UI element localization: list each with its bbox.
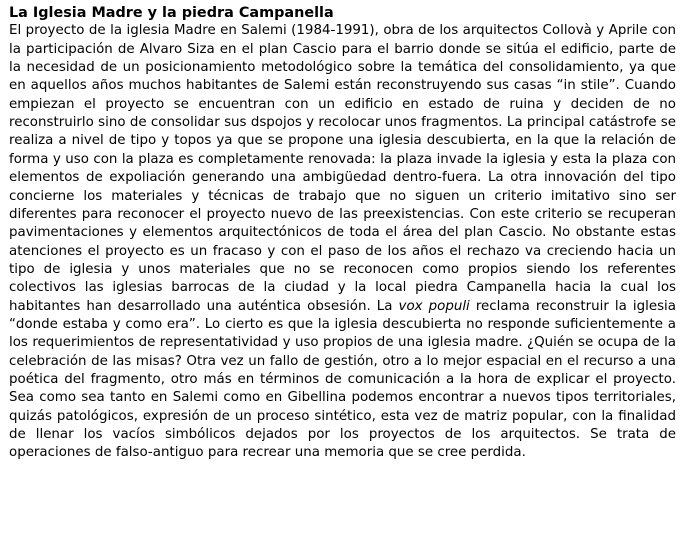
section-title: La Iglesia Madre y la piedra Campanella xyxy=(9,5,334,21)
italic-phrase-vox-populi: vox populi xyxy=(398,298,470,314)
paragraph-text-part-2: reclama reconstruir la iglesia “donde estaba y como era”. Lo cierto es que la iglesia descubierta no responde suficientemente a los requerimientos de representatividad y uso propios de una iglesia madre. ¿Quién se ocupa de la celebración de las misas? Otra vez un fallo de gestión, otro a lo mejor espacial en el recurso a una poética del fragmento, otro más en términos de comunicación a la hora de explicar el proyecto. Sea como sea tanto en Salemi como en Gibellina podemos encontrar a nuevos tipos territoriales, quizás patológicos, expresión de un proceso sintético, esta vez de matriz popular, con la finalidad de llenar los vacíos simbólicos dejados por los proyectos de los arquitectos. Se trata de operaciones de falso-antiguo para recrear una memoria que se cree perdida. xyxy=(9,298,676,461)
paragraph-text-part-1: El proyecto de la iglesia Madre en Salemi (1984-1991), obra de los arquitectos Collovà y Aprile con la participación de Alvaro Siza en el plan Cascio para el barrio donde se sitúa el edificio, parte de la necesidad de un posicionamiento metodológico sobre la temática del consolidamiento, ya que en aquellos años muchos habitantes de Salemi están reconstruyendo sus casas “in stile”. Cuando empiezan el proyecto se encuentran con un edificio en estado de ruina y deciden de no reconstruirlo sino de consolidar sus dspojos y recolocar unos fragmentos. La principal catástrofe se realiza a nivel de tipo y topos ya que se propone una iglesia descubierta, en la que la relación de forma y uso con la plaza es completamente renovada: la plaza invade la iglesia y esta la plaza con elementos de expoliación generando una ambigüedad dentro-fuera. La otra innovación del tipo concierne los materiales y técnicas de trabajo que no siguen un criterio imitativo sino ser diferentes para reconocer el proyecto nuevo de las preexistencias. Con este criterio se recuperan pavimentaciones y elementos arquitectónicos de toda el área del plan Cascio. No obstante estas atenciones el proyecto es un fracaso y con el paso de los años el rechazo va creciendo hacia un tipo de iglesia y unos materiales que no se reconocen como propios siendo los referentes colectivos las iglesias barrocas de la ciudad y la local piedra Campanella hacia la cual los habitantes han desarrollado una auténtica obsesión. La xyxy=(9,23,676,314)
document-page xyxy=(9,4,676,463)
body-paragraph xyxy=(9,22,676,462)
